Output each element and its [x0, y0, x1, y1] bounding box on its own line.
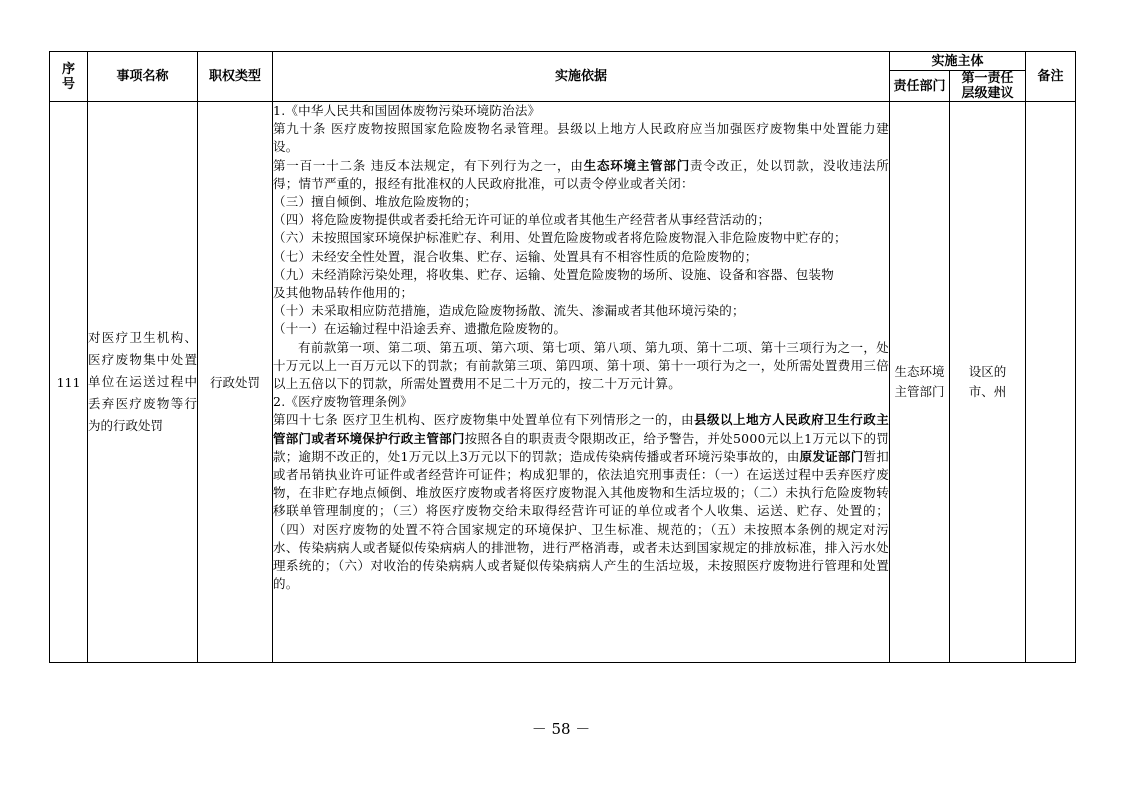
basis-line: 及其他物品转作他用的；: [273, 285, 414, 301]
row-basis: [273, 102, 890, 663]
basis-line: （十一）在运输过程中沿途丢弃、遗撒危险废物的。: [273, 321, 567, 337]
header-remark: 备注: [1026, 52, 1076, 102]
row-remark: [1026, 102, 1076, 663]
row-no: 111: [50, 102, 88, 663]
row-item-name: 对医疗卫生机构、医疗废物集中处置单位在运送过程中丢弃医疗废物等行为的行政处罚: [88, 102, 198, 663]
basis-line: 有前款第一项、第二项、第五项、第六项、第七项、第八项、第九项、第十二项、第十三项行为之一，处十万元以上一百万元以下的罚款；有前款第三项、第四项、第十项、第十一项行为之一，处所需处置费用三倍以上五倍以下的罚款，所需处置费用不足二十万元的，按二十万元计算。: [273, 339, 889, 392]
header-dept: 责任部门: [890, 71, 950, 102]
header-name: 事项名称: [88, 52, 198, 102]
highlight-dept: 县级以上地方人民政府卫生行政主管部门或者环境保护行政主管部门: [273, 412, 889, 446]
row-responsible-dept: 生态环境主管部门: [890, 102, 950, 663]
basis-line: （九）未经消除污染处理，将收集、贮存、运输、处置危险废物的场所、设施、设备和容器、包装物: [273, 266, 835, 282]
basis-line: （七）未经安全性处置，混合收集、贮存、运输、处置具有不相容性质的危险废物的；: [273, 248, 758, 264]
basis-line: （三）擅自倾倒、堆放危险废物的；: [273, 194, 478, 210]
basis-line: 第九十条 医疗废物按照国家危险废物名录管理。县级以上地方人民政府应当加强医疗废物集中处置能力建设。: [273, 121, 889, 155]
basis-line: 第一百一十二条 违反本法规定，有下列行为之一，由生态环境主管部门责令改正，处以罚款，没收违法所得；情节严重的，报经有批准权的人民政府批准，可以责令停业或者关闭：: [273, 157, 889, 191]
row-authority-type: 行政处罚: [198, 102, 273, 663]
header-level: 第一责任层级建议: [950, 71, 1026, 102]
header-subject: 实施主体: [890, 52, 1026, 71]
basis-line: 2.《医疗废物管理条例》: [273, 394, 413, 410]
header-basis: 实施依据: [273, 52, 890, 102]
highlight-dept: 原发证部门: [799, 448, 864, 464]
basis-line: （六）未按照国家环境保护标准贮存、利用、处置危险废物或者将危险废物混入非危险废物中贮存的；: [273, 230, 847, 246]
basis-line: 1.《中华人民共和国固体废物污染环境防治法》: [273, 103, 541, 118]
basis-line: （十）未采取相应防范措施，造成危险废物扬散、流失、渗漏或者其他环境污染的；: [273, 303, 745, 319]
page-number: － 58 －: [531, 720, 591, 738]
row-first-level: 设区的市、州: [950, 102, 1026, 663]
basis-line: 第四十七条 医疗卫生机构、医疗废物集中处置单位有下列情形之一的，由县级以上地方人民政府卫生行政主管部门或者环境保护行政主管部门按照各自的职责责令限期改正，给予警告，并处5000元以上1万元以下的罚款；逾期不改正的，处1万元以上3万元以下的罚款；造成传染病传播或者环境污染事故的，由原发证部门暂扣或者吊销执业许可证件或者经营许可证件；构成犯罪的，依法追究刑事责任：（一）在运送过程中丢弃医疗废物，在非贮存地点倾倒、堆放医疗废物或者将医疗废物混入其他废物和生活垃圾的；（二）未执行危险废物转移联单管理制度的；（三）将医疗废物交给未取得经营许可证的单位或者个人收集、运送、贮存、处置的；（四）对医疗废物的处置不符合国家规定的环境保护、卫生标准、规范的；（五）未按照本条例的规定对污水、传染病病人或者疑似传染病病人的排泄物，进行严格消毒，或者未达到国家规定的排放标准，排入污水处理系统的；（六）对收治的传染病病人或者疑似传染病病人产生的生活垃圾，未按照医疗废物进行管理和处置的。: [273, 412, 889, 592]
authority-table: [49, 51, 1076, 663]
highlight-dept: 生态环境主管部门: [583, 157, 691, 173]
basis-line: （四）将危险废物提供或者委托给无许可证的单位或者其他生产经营者从事经营活动的；: [273, 212, 771, 228]
header-type: 职权类型: [198, 52, 273, 102]
header-no: 序号: [50, 52, 88, 102]
